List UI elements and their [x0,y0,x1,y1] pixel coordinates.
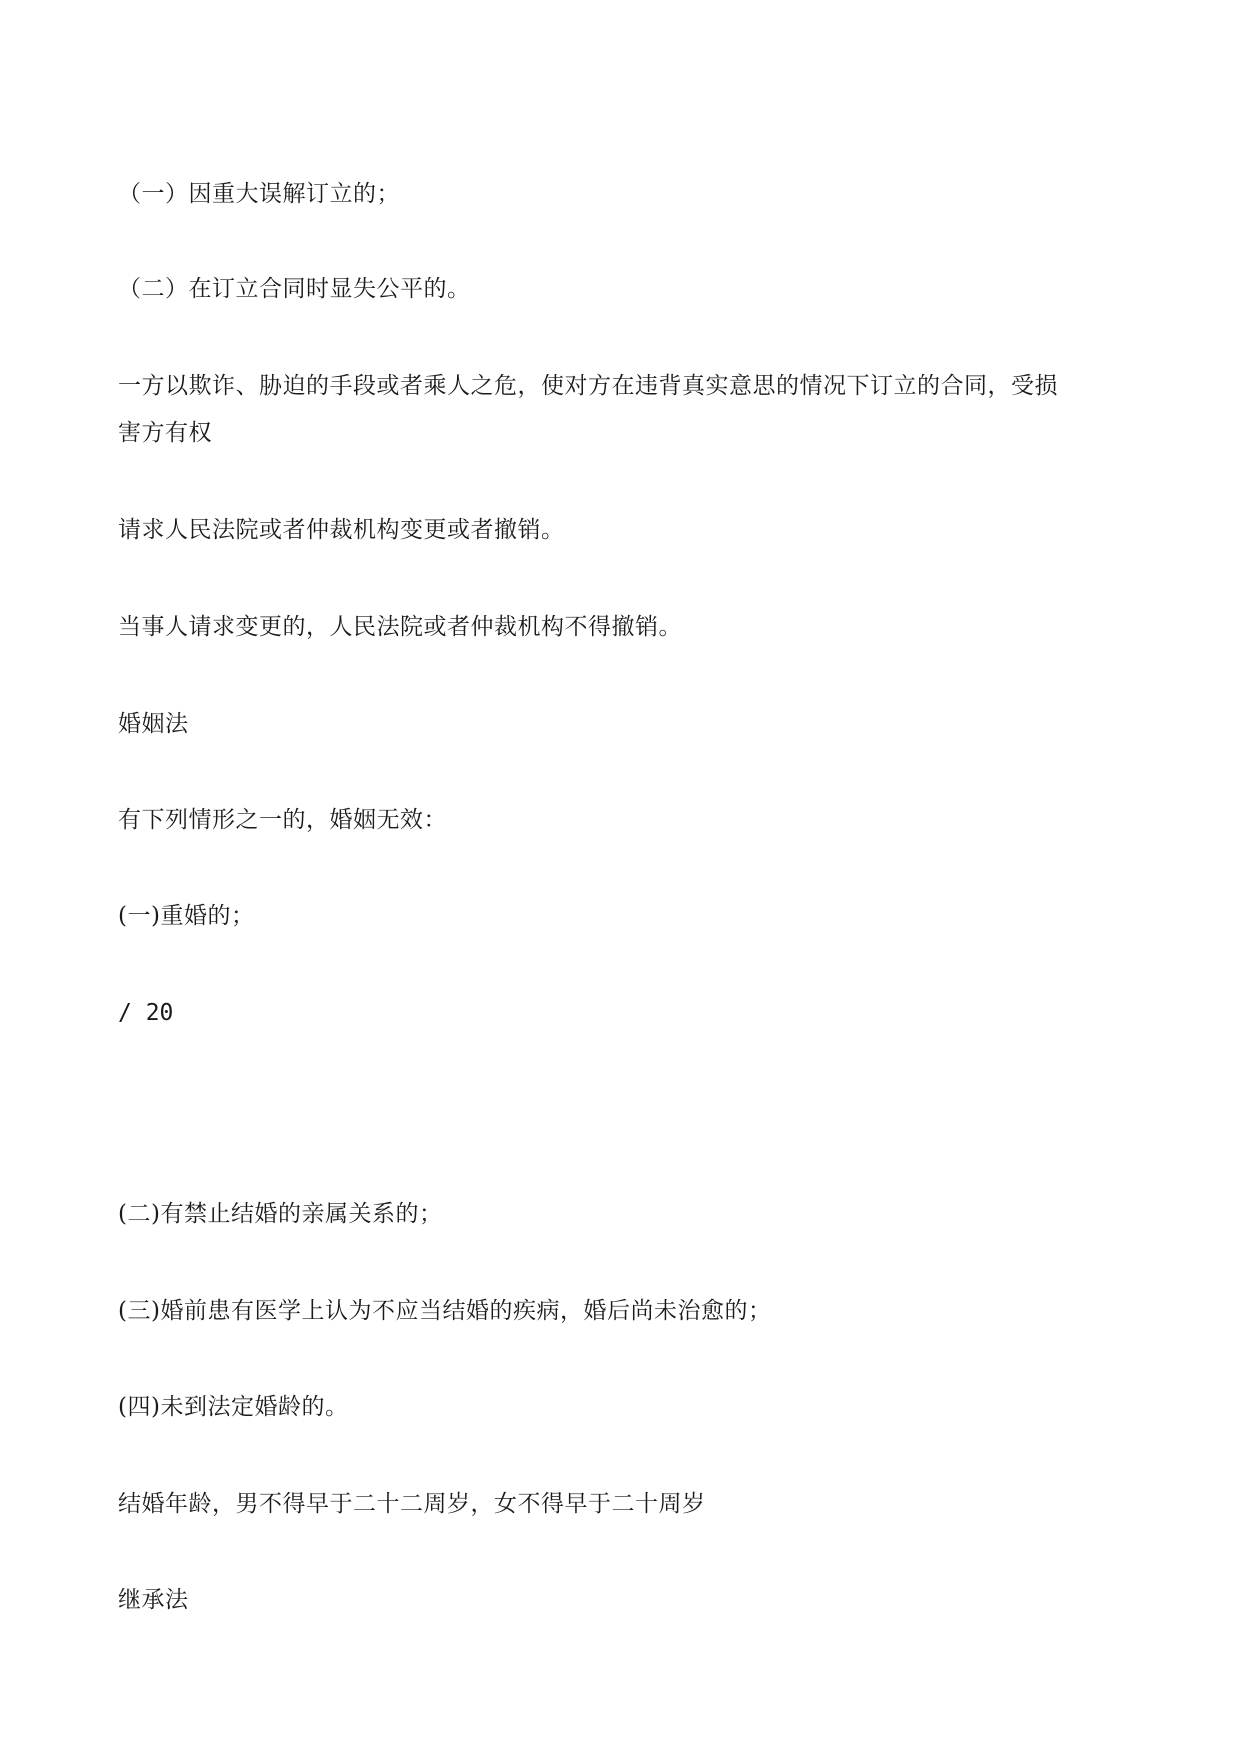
list-item: (三)婚前患有医学上认为不应当结婚的疾病，婚后尚未治愈的； [118,1298,772,1324]
paragraph-line: 请求人民法院或者仲裁机构变更或者撤销。 [118,517,565,543]
paragraph-line: 有下列情形之一的，婚姻无效： [118,807,447,833]
section-heading-inheritance-law: 继承法 [118,1587,189,1613]
paragraph-line: 当事人请求变更的，人民法院或者仲裁机构不得撤销。 [118,614,682,640]
clause-item-1: （一）因重大误解订立的； [118,181,400,207]
paragraph-line-continued: 害方有权 [118,420,212,446]
page-number: / 20 [118,1000,174,1026]
paragraph-line: 一方以欺诈、胁迫的手段或者乘人之危，使对方在违背真实意思的情况下订立的合同，受损 [118,373,1058,399]
clause-item-2: （二）在订立合同时显失公平的。 [118,276,471,302]
list-item: (二)有禁止结婚的亲属关系的； [118,1201,443,1227]
list-item: (一)重婚的； [118,903,255,929]
list-item: (四)未到法定婚龄的。 [118,1394,349,1420]
paragraph-line: 结婚年龄，男不得早于二十二周岁，女不得早于二十周岁 [118,1491,706,1517]
section-heading-marriage-law: 婚姻法 [118,711,189,737]
